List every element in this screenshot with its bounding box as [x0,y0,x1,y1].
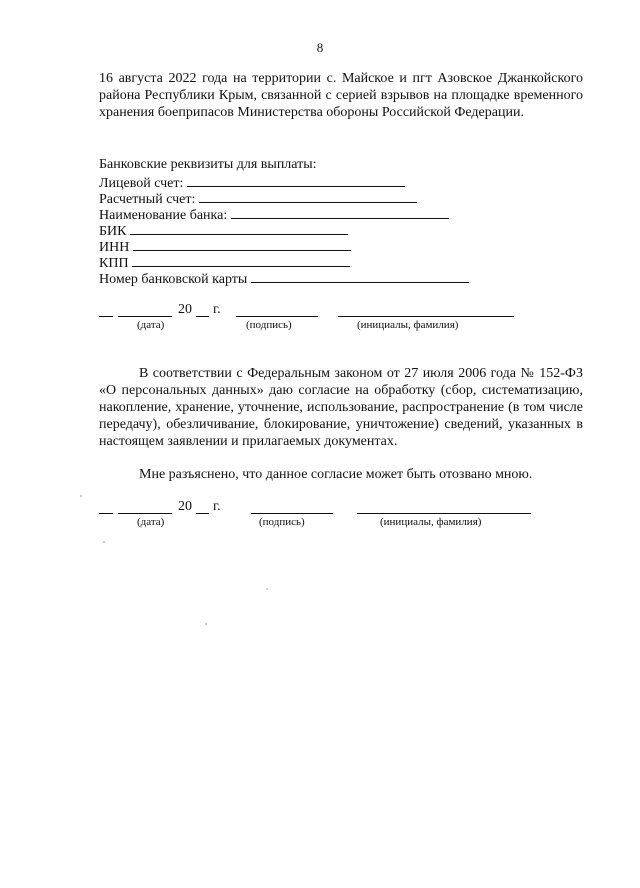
name-caption: (инициалы, фамилия) [357,319,459,331]
signature-field[interactable] [251,513,333,514]
card-number-field[interactable] [251,269,469,283]
inn-field[interactable] [133,237,351,251]
consent-paragraph: В соответствии с Федеральным законом от 27 июля 2006 года № 152-ФЗ «О персональных данных» даю согласие на обработку (сбор, систематизацию, накопление, хранение, уточнение, использование, распространение (в том числе передачу), обезличивание, блокирование, уничтожение) сведений, указанных в настоящем заявлении и прилагаемых документах. [99,366,583,449]
revocation-text: Мне разъяснено, что данное согласие может быть отозвано мною. [139,467,533,482]
card-number-row [99,269,469,288]
bank-name-label: Наименование банка: [99,208,228,223]
inn-label: ИНН [99,240,130,255]
year-suffix: г. [213,302,221,317]
signature-caption: (подпись) [246,319,292,331]
settlement-account-label: Расчетный счет: [99,192,196,207]
date-day-field[interactable] [99,316,113,317]
bank-details-title: Банковские реквизиты для выплаты: [99,157,317,172]
date-year-field[interactable] [196,513,209,514]
date-day-field[interactable] [99,513,113,514]
date-month-field[interactable] [118,513,172,514]
scan-speck [80,495,82,497]
date-year-field[interactable] [196,316,209,317]
bik-field[interactable] [130,221,348,235]
scan-speck [103,541,105,543]
kpp-label: КПП [99,256,129,271]
kpp-field[interactable] [132,253,350,267]
name-field[interactable] [338,316,514,317]
personal-account-label: Лицевой счет: [99,176,184,191]
date-caption: (дата) [137,319,165,331]
name-field[interactable] [357,513,531,514]
page-number: 8 [316,40,324,55]
scan-speck [266,588,268,590]
date-caption: (дата) [137,516,165,528]
year-suffix: г. [213,499,221,514]
year-prefix: 20 [178,499,192,514]
bank-name-field[interactable] [231,205,449,219]
intro-paragraph: 16 августа 2022 года на территории с. Майское и пгт Азовское Джанкойского района Республики Крым, связанной с серией взрывов на площадке временного хранения боеприпасов Министерства обороны Российской Федерации. [99,71,583,120]
date-month-field[interactable] [118,316,172,317]
name-caption: (инициалы, фамилия) [380,516,482,528]
year-prefix: 20 [178,302,192,317]
signature-caption: (подпись) [259,516,305,528]
signature-field[interactable] [236,316,318,317]
card-number-label: Номер банковской карты [99,272,248,287]
settlement-account-field[interactable] [199,189,417,203]
personal-account-field[interactable] [187,173,405,187]
bik-label: БИК [99,224,127,239]
scan-speck [205,623,207,625]
